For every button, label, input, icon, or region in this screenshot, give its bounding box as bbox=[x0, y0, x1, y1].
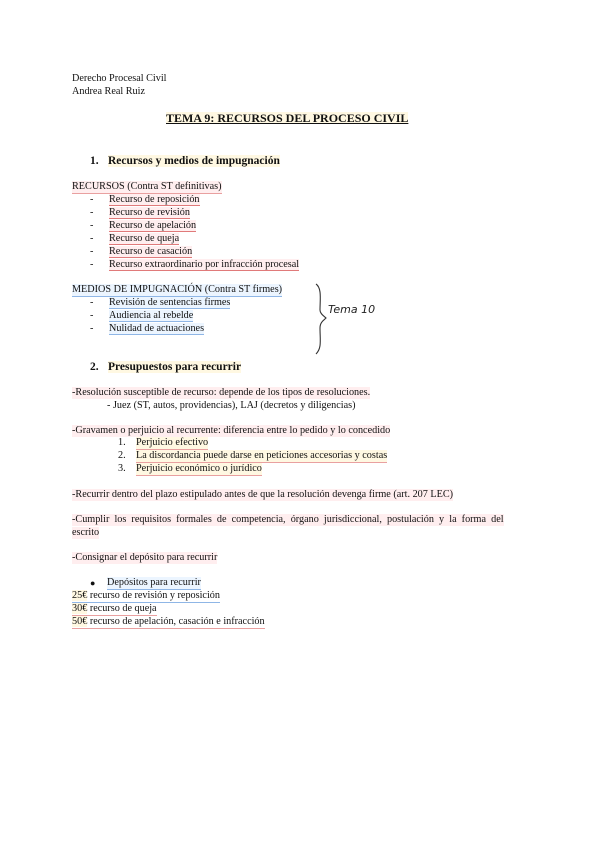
paragraph-requisitos-cont: escrito bbox=[72, 527, 100, 538]
deposit-text: recurso de revisión y reposición bbox=[89, 590, 220, 601]
paragraph-gravamen: -Gravamen o perjuicio al recurrente: diferencia entre lo pedido y lo concedido bbox=[72, 425, 391, 436]
section2-heading: Presupuestos para recurrir bbox=[108, 361, 242, 373]
list-item-text: Revisión de sentencias firmes bbox=[109, 297, 231, 308]
paragraph-resolucion-sub: - Juez (ST, autos, providencias), LAJ (decretos y diligencias) bbox=[107, 400, 356, 411]
section1-heading: Recursos y medios de impugnación bbox=[108, 155, 280, 167]
deposit-row bbox=[72, 590, 220, 603]
recursos-label: RECURSOS (Contra ST definitivas) bbox=[72, 181, 222, 192]
list-item-text: Recurso de reposición bbox=[109, 194, 200, 205]
deposit-amount: 25€ bbox=[72, 590, 88, 601]
list-item-number: 2. bbox=[118, 450, 126, 461]
list-item: - Audiencia al rebelde bbox=[90, 310, 194, 321]
section1-number: 1. bbox=[90, 155, 99, 167]
list-item-text: Recurso de revisión bbox=[109, 207, 190, 218]
list-item-text: Audiencia al rebelde bbox=[109, 310, 194, 321]
list-item: - Nulidad de actuaciones bbox=[90, 323, 205, 334]
list-item: - Recurso de casación bbox=[90, 246, 193, 257]
list-item: - Recurso de queja bbox=[90, 233, 180, 244]
list-item: - Recurso de reposición bbox=[90, 194, 200, 205]
paragraph-deposito: -Consignar el depósito para recurrir bbox=[72, 552, 218, 563]
list-item-number: 1. bbox=[118, 437, 126, 448]
list-item: - Recurso extraordinario por infracción procesal bbox=[90, 259, 300, 270]
course-name: Derecho Procesal Civil bbox=[72, 73, 167, 84]
list-item-text: Recurso de apelación bbox=[109, 220, 197, 231]
list-item-text: Perjuicio económico o jurídico bbox=[136, 463, 262, 474]
list-item-text: Recurso de casación bbox=[109, 246, 193, 257]
paragraph-resolucion: -Resolución susceptible de recurso: depende de los tipos de resoluciones. bbox=[72, 387, 371, 398]
deposit-text: recurso de queja bbox=[89, 603, 157, 614]
author-name: Andrea Real Ruiz bbox=[72, 86, 145, 97]
handwritten-bracket-icon bbox=[304, 282, 334, 356]
list-item: - Revisión de sentencias firmes bbox=[90, 297, 231, 308]
list-item-text: Recurso de queja bbox=[109, 233, 180, 244]
list-item: - Recurso de revisión bbox=[90, 207, 190, 218]
list-item-text: Recurso extraordinario por infracción procesal bbox=[109, 259, 300, 270]
list-item: - Recurso de apelación bbox=[90, 220, 197, 231]
deposit-row bbox=[72, 603, 157, 616]
paragraph-requisitos: -Cumplir los requisitos formales de competencia, órgano jurisdiccional, postulación y la forma del bbox=[72, 514, 504, 525]
page-title: TEMA 9: RECURSOS DEL PROCESO CIVIL bbox=[166, 111, 409, 125]
deposit-text: recurso de apelación, casación e infracción bbox=[89, 616, 265, 627]
list-item-text: La discordancia puede darse en peticiones accesorias y costas bbox=[136, 450, 388, 461]
paragraph-plazo: -Recurrir dentro del plazo estipulado antes de que la resolución devenga firme (art. 207 LEC) bbox=[72, 489, 454, 500]
handwritten-note: Tema 10 bbox=[328, 303, 376, 316]
list-item-text: Perjuicio efectivo bbox=[136, 437, 209, 448]
section2-number: 2. bbox=[90, 361, 99, 373]
bullet-dot-icon: ● bbox=[90, 578, 96, 588]
deposit-amount: 50€ bbox=[72, 616, 88, 627]
deposit-amount: 30€ bbox=[72, 603, 88, 614]
list-item-number: 3. bbox=[118, 463, 126, 474]
deposit-row bbox=[72, 616, 265, 629]
depositos-label: Depósitos para recurrir bbox=[107, 577, 201, 588]
medios-label: MEDIOS DE IMPUGNACIÓN (Contra ST firmes) bbox=[72, 284, 283, 295]
list-item-text: Nulidad de actuaciones bbox=[109, 323, 205, 334]
